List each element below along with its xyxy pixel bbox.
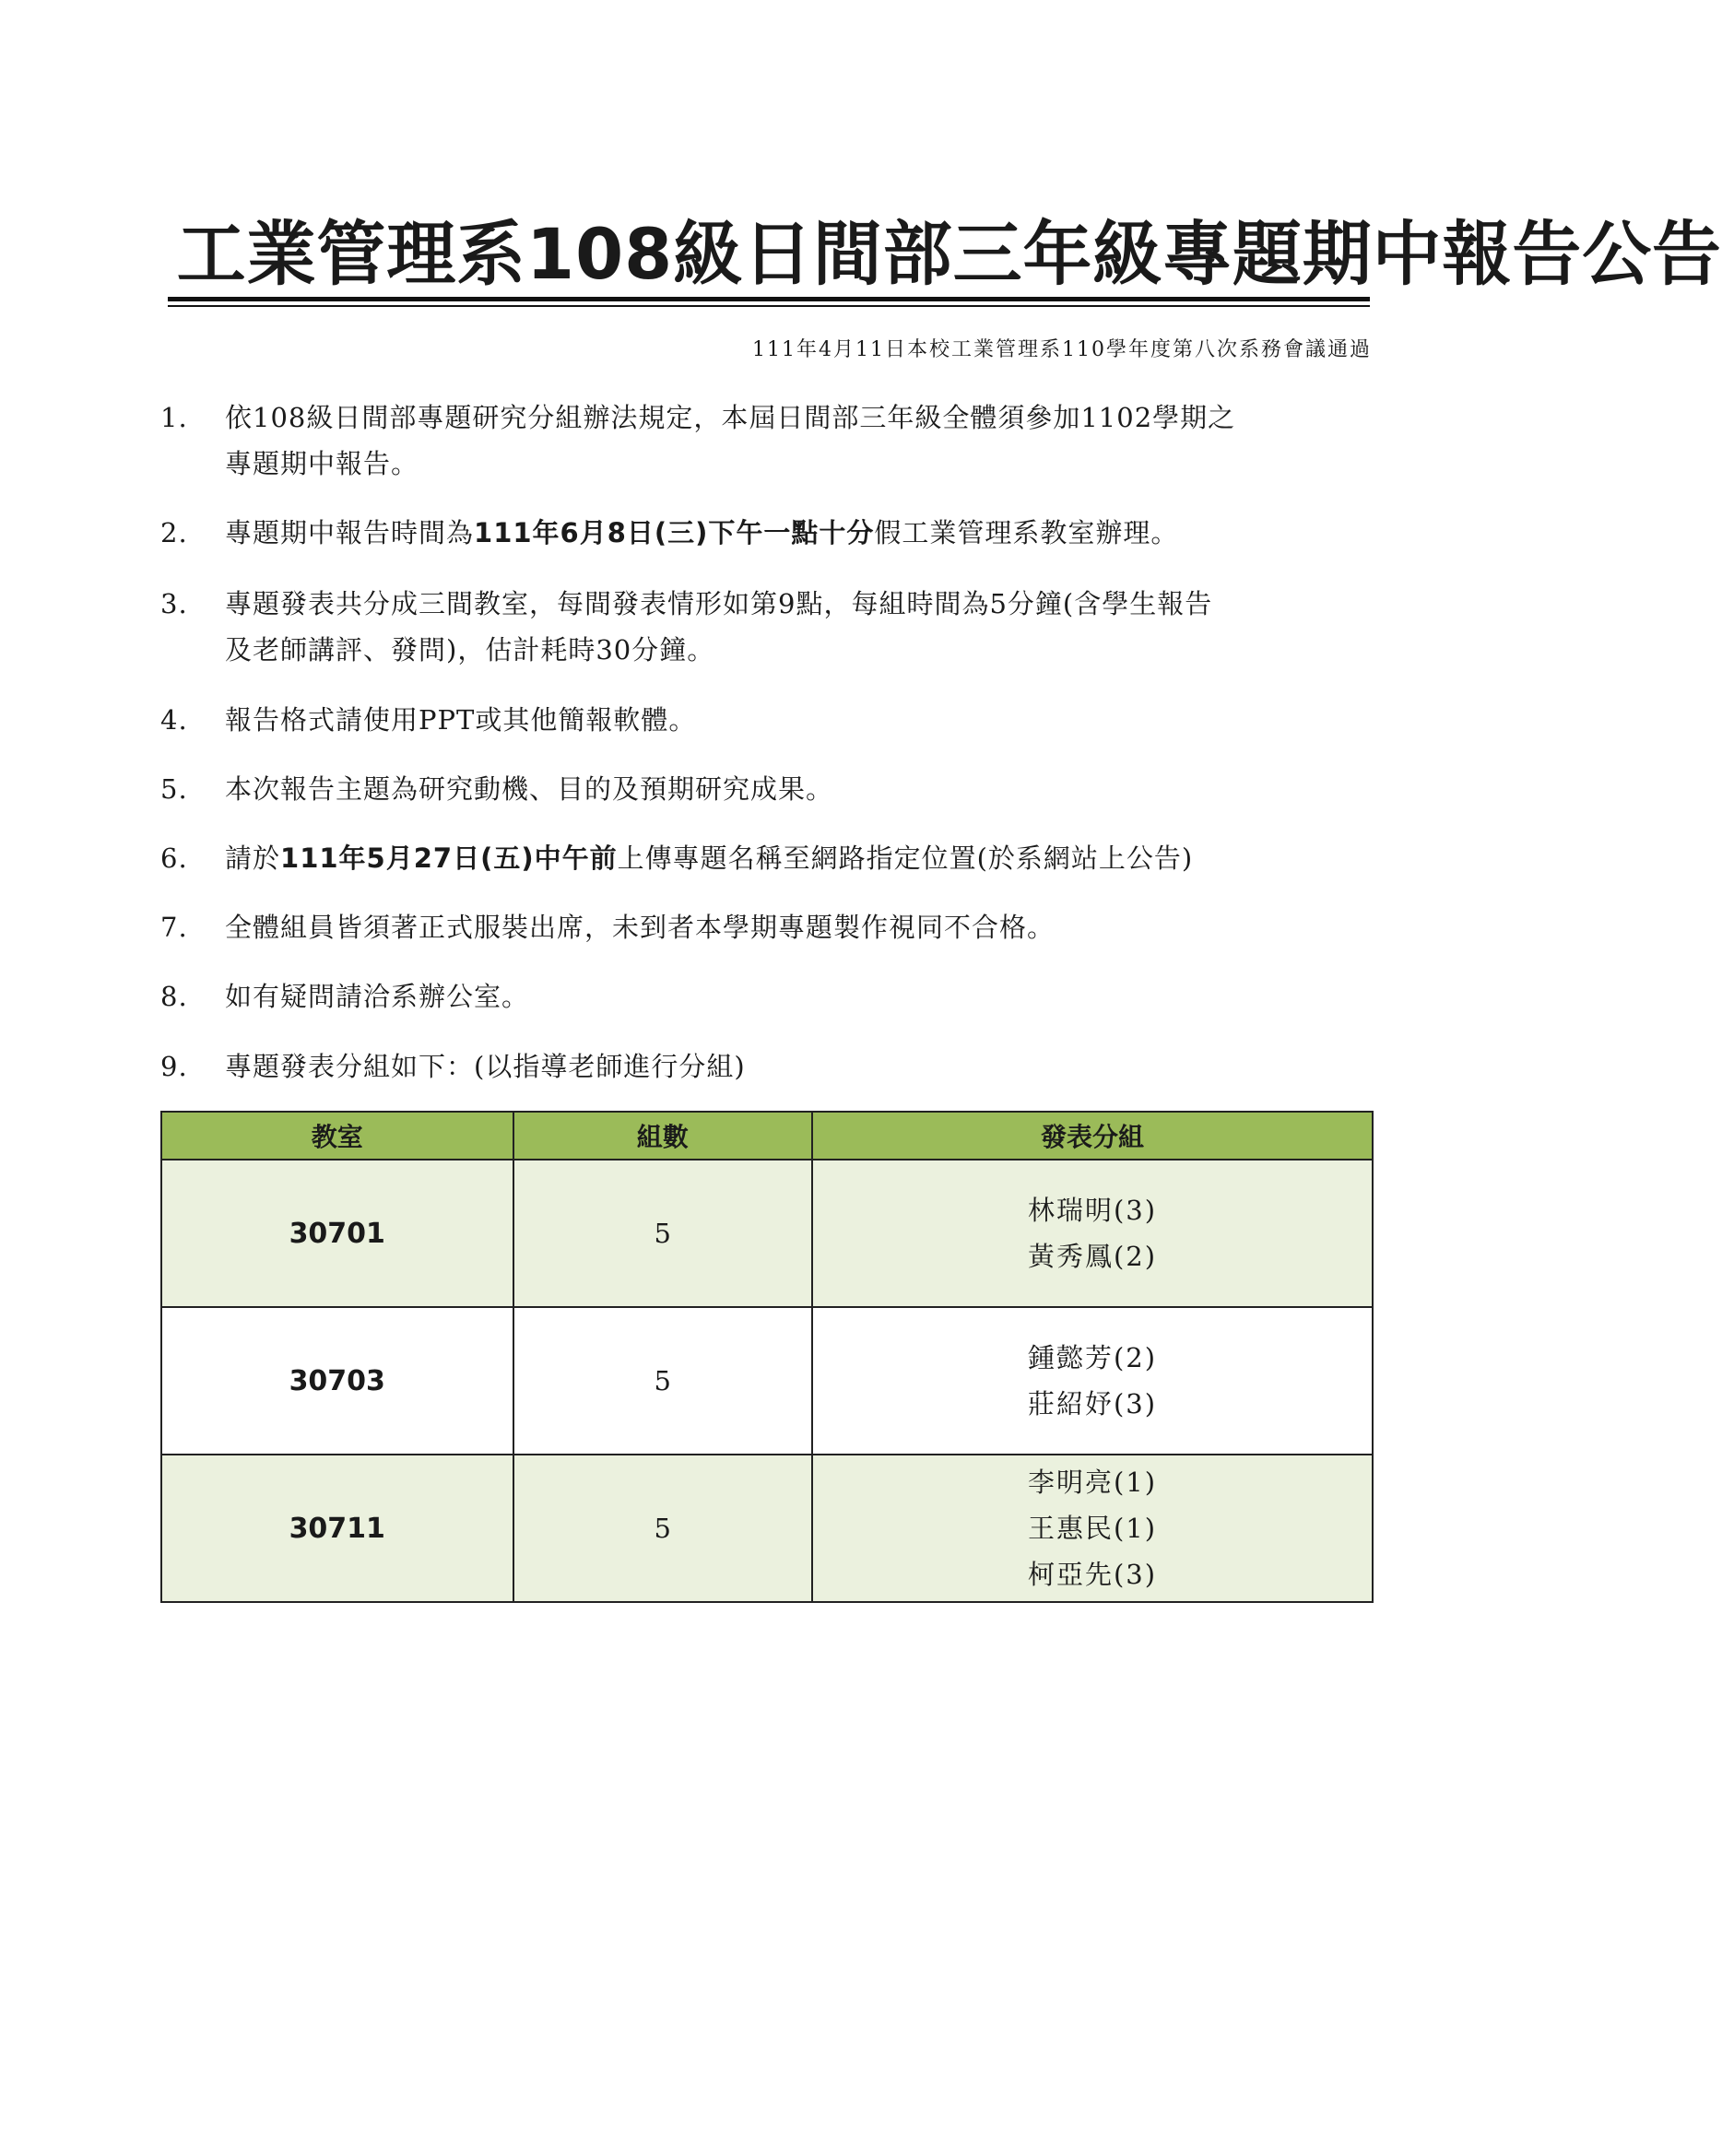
list-item-2 [160,510,1377,556]
item-text-continued: 專題期中報告。 [225,448,419,479]
table-row [161,1307,1373,1455]
list-item-7 [160,904,1377,950]
table-header-row [161,1112,1373,1160]
presenters-cell [812,1307,1373,1455]
list-item-6 [160,835,1377,881]
group-count-cell: 5 [513,1455,812,1602]
title-underline-thick [168,297,1370,301]
presenter-name: 黃秀鳳(2) [1027,1241,1158,1272]
item-text: 報告格式請使用PPT或其他簡報軟體。 [225,704,697,736]
classroom-cell: 30701 [161,1160,513,1307]
item-text-pre: 專題期中報告時間為 [225,517,475,548]
item-text [225,510,1377,556]
item-text: 依108級日間部專題研究分組辦法規定，本屆日間部三年級全體須參加1102學期之 [225,402,1236,433]
item-number: 7. [160,912,188,943]
presenters-cell [812,1160,1373,1307]
item-number: 5. [160,773,188,805]
table-row [161,1455,1373,1602]
item-number: 8. [160,981,188,1012]
list-item-1 [160,395,1377,487]
list-item-8 [160,973,1377,1019]
item-text-continued: 及老師講評、發問)，估計耗時30分鐘。 [225,634,715,666]
item-number: 9. [160,1051,188,1082]
list-item-9 [160,1043,1377,1090]
presenter-name: 李明亮(1) [1027,1467,1158,1498]
presenters-cell [812,1455,1373,1602]
header-classroom: 教室 [161,1112,513,1160]
item-text: 全體組員皆須著正式服裝出席，未到者本學期專題製作視同不合格。 [225,912,1056,943]
item-text [225,835,1377,881]
classroom-cell: 30703 [161,1307,513,1455]
presentation-groups-table [160,1111,1374,1603]
presenter-name: 林瑞明(3) [1027,1195,1158,1226]
group-count-cell: 5 [513,1160,812,1307]
presenter-name: 鍾懿芳(2) [1027,1342,1158,1373]
upload-deadline: 111年5月27日(五)中午前 [280,842,618,874]
item-text-pre: 請於 [225,842,281,874]
presenter-name: 莊紹妤(3) [1027,1388,1158,1420]
item-number: 1. [160,402,188,433]
classroom-cell: 30711 [161,1455,513,1602]
item-text: 專題發表共分成三間教室，每間發表情形如第9點，每組時間為5分鐘(含學生報告 [225,588,1213,619]
item-number: 6. [160,842,188,874]
item-text: 本次報告主題為研究動機、目的及預期研究成果。 [225,773,834,805]
item-text: 專題發表分組如下：(以指導老師進行分組) [225,1051,746,1082]
item-number: 2. [160,517,188,548]
group-count-cell: 5 [513,1307,812,1455]
list-item-5 [160,766,1377,812]
header-presenters: 發表分組 [812,1112,1373,1160]
report-datetime: 111年6月8日(三)下午一點十分 [474,517,875,548]
page-title: 工業管理系108級日間部三年級專題期中報告公告 [176,213,1722,295]
table-row [161,1160,1373,1307]
item-text-post: 上傳專題名稱至網路指定位置(於系網站上公告) [617,842,1194,874]
presenter-name: 柯亞先(3) [1027,1559,1158,1590]
item-number: 3. [160,588,188,619]
presenter-name: 王惠民(1) [1027,1513,1158,1544]
item-number: 4. [160,704,188,736]
header-group-count: 組數 [513,1112,812,1160]
item-text-post: 假工業管理系教室辦理。 [874,517,1179,548]
item-text: 如有疑問請洽系辦公室。 [225,981,530,1012]
title-underline-thin [168,305,1370,307]
list-item-3 [160,581,1377,673]
list-item-4 [160,697,1377,743]
approval-note: 111年4月11日本校工業管理系110學年度第八次系務會議通過 [752,338,1372,361]
